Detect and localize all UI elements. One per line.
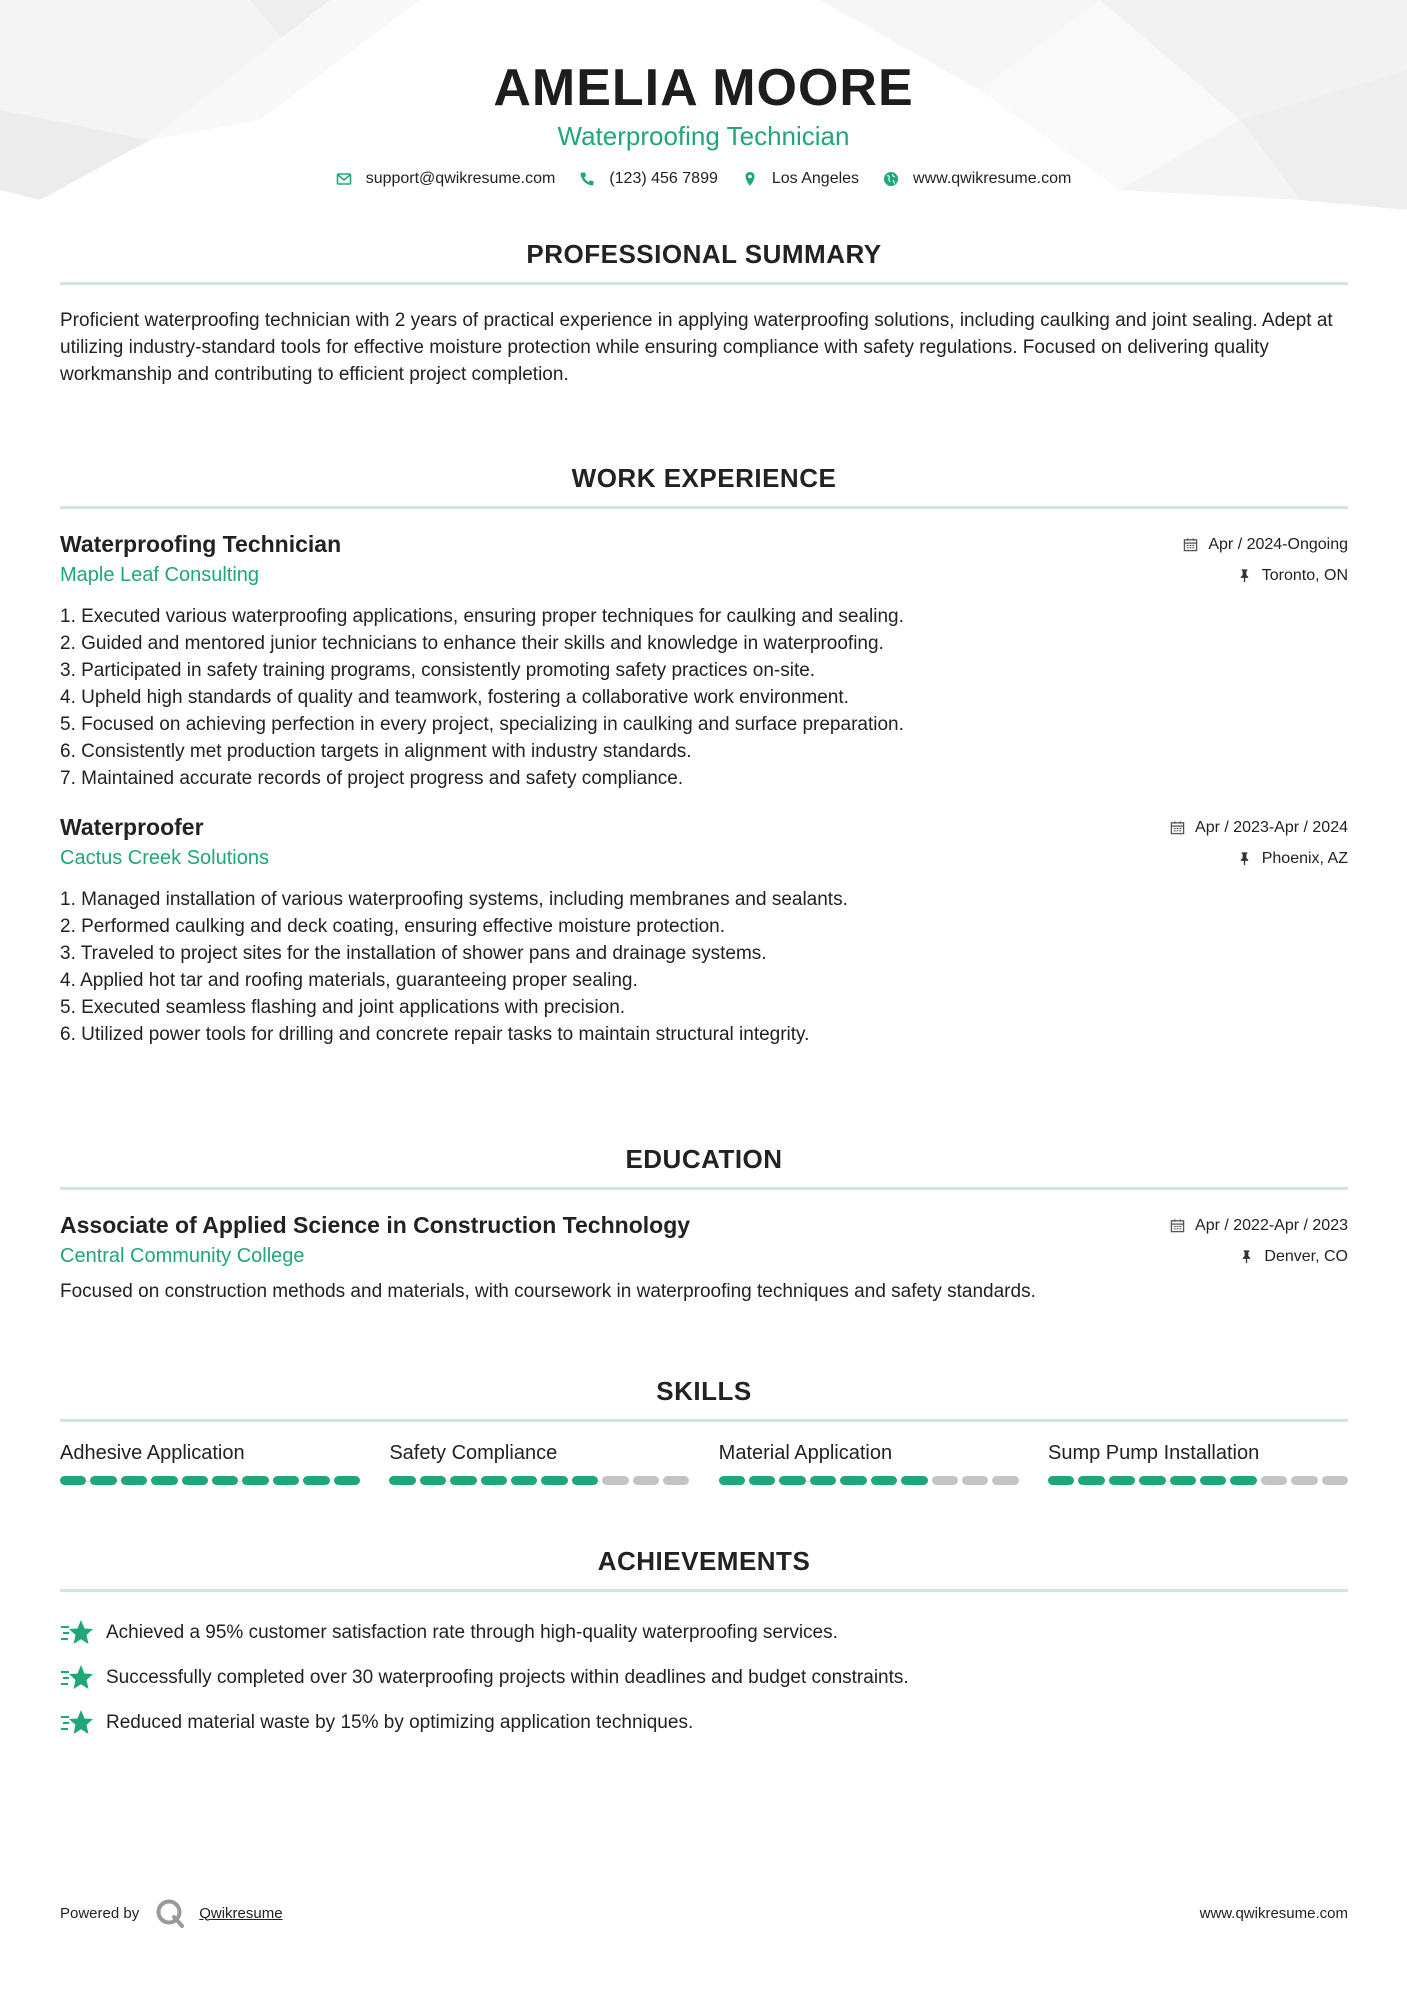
skill-level-segment — [602, 1476, 628, 1485]
skill-level-segment — [1200, 1476, 1226, 1485]
list-item — [60, 1610, 1348, 1655]
skill-level-segment — [749, 1476, 775, 1485]
section-divider — [60, 282, 1348, 285]
skills-heading: SKILLS — [656, 1376, 752, 1406]
achievements-section — [60, 1545, 1348, 1745]
skill-level-segment — [992, 1476, 1018, 1485]
job-header-row — [60, 531, 1348, 558]
list-item — [60, 1655, 1348, 1700]
skill-level-segment — [1261, 1476, 1287, 1485]
education-header-row — [60, 1212, 1348, 1239]
skill-level-segment — [182, 1476, 208, 1485]
list-item: 7. Maintained accurate records of project progress and safety compliance. — [60, 768, 684, 789]
contact-website[interactable] — [883, 170, 1071, 188]
skill-level-segment — [901, 1476, 927, 1485]
list-item: 6. Consistently met production targets in alignment with industry standards. — [60, 741, 692, 762]
skill-level-segment — [1109, 1476, 1135, 1485]
skill-level-segment — [1078, 1476, 1104, 1485]
section-divider — [60, 1187, 1348, 1190]
section-divider — [60, 506, 1348, 509]
education-section — [60, 1143, 1348, 1305]
contact-location — [742, 170, 859, 188]
experience-section — [60, 462, 1348, 1048]
skill-level-segment — [151, 1476, 177, 1485]
job-subheader-row — [60, 564, 1348, 587]
education-location-text: Denver, CO — [1264, 1247, 1348, 1265]
skill-level-segment — [1230, 1476, 1256, 1485]
skill-level-segment — [810, 1476, 836, 1485]
job-subheader-row — [60, 847, 1348, 870]
job-company: Maple Leaf Consulting — [60, 564, 260, 586]
job-duties-list — [60, 886, 1348, 1048]
pushpin-icon — [1237, 851, 1252, 866]
skill-level-segment — [212, 1476, 238, 1485]
pushpin-icon — [1237, 568, 1252, 583]
envelope-icon — [336, 171, 352, 187]
list-item: 3. Participated in safety training programs, consistently promoting safety practices on-site. — [60, 660, 816, 681]
map-pin-icon — [742, 171, 758, 187]
education-description: Focused on construction methods and materials, with coursework in waterproofing techniques and safety standards. — [60, 1281, 1036, 1302]
job-company: Cactus Creek Solutions — [60, 847, 269, 869]
summary-text: Proficient waterproofing technician with 2 years of practical experience in applying waterproofing solutions, including caulking and joint sealing. Adept at utilizing industry-standard tools for effective moisture protection while ensuring compliance with safety regulations. Focused on delivering quality workmanship and contributing to efficient project completion. — [60, 310, 1333, 385]
job-location-text: Toronto, ON — [1261, 566, 1348, 584]
job-dates — [1183, 536, 1348, 554]
job-entry — [60, 531, 1348, 792]
list-item: 5. Executed seamless flashing and joint applications with precision. — [60, 997, 626, 1018]
skill-name: Material Application — [718, 1442, 893, 1464]
skill-level-segment — [121, 1476, 147, 1485]
education-school: Central Community College — [60, 1245, 305, 1267]
list-item: 2. Guided and mentored junior technicians to enhance their skills and knowledge in waterproofing. — [60, 633, 884, 654]
skill-level-bar — [1048, 1476, 1348, 1485]
achievements-list — [60, 1610, 1348, 1745]
job-location — [1237, 850, 1348, 868]
achievements-heading: ACHIEVEMENTS — [597, 1546, 811, 1576]
powered-by — [60, 1898, 283, 1928]
skill-level-segment — [719, 1476, 745, 1485]
education-degree: Associate of Applied Science in Construction Technology — [60, 1212, 691, 1238]
contact-phone-text: (123) 456 7899 — [609, 170, 718, 187]
job-header-row — [60, 814, 1348, 841]
education-entry — [60, 1212, 1348, 1305]
calendar-icon — [1170, 1218, 1185, 1233]
job-entry — [60, 814, 1348, 1048]
star-icon — [60, 1663, 94, 1693]
star-icon — [60, 1708, 94, 1738]
skill-level-segment — [1048, 1476, 1074, 1485]
list-item: 6. Utilized power tools for drilling and concrete repair tasks to maintain structural integrity. — [60, 1024, 810, 1045]
skills-grid — [60, 1440, 1348, 1485]
skill-level-segment — [932, 1476, 958, 1485]
star-icon — [60, 1618, 94, 1648]
job-role: Waterproofer — [60, 814, 204, 840]
list-item: 4. Upheld high standards of quality and teamwork, fostering a collaborative work environment. — [60, 687, 849, 708]
skill-level-segment — [572, 1476, 598, 1485]
footer-website[interactable]: www.qwikresume.com — [1199, 1904, 1348, 1922]
education-location — [1239, 1248, 1348, 1266]
skill-level-segment — [481, 1476, 507, 1485]
phone-icon — [579, 171, 595, 187]
achievement-text: Successfully completed over 30 waterproofing projects within deadlines and budget constraints. — [106, 1666, 909, 1688]
resume-header — [0, 0, 1407, 188]
education-heading: EDUCATION — [625, 1144, 783, 1174]
skill-level-segment — [541, 1476, 567, 1485]
list-item: 4. Applied hot tar and roofing materials, guaranteeing proper sealing. — [60, 970, 638, 991]
skill-level-segment — [60, 1476, 86, 1485]
calendar-icon — [1183, 537, 1198, 552]
skill-item — [389, 1440, 689, 1485]
section-divider — [60, 1589, 1348, 1592]
skill-name: Sump Pump Installation — [1047, 1442, 1260, 1464]
skill-level-segment — [273, 1476, 299, 1485]
job-role: Waterproofing Technician — [60, 531, 342, 557]
education-dates-text: Apr / 2022-Apr / 2023 — [1195, 1216, 1348, 1234]
experience-heading: WORK EXPERIENCE — [571, 463, 837, 493]
contact-email-text: support@qwikresume.com — [365, 170, 556, 187]
contact-website-text: www.qwikresume.com — [913, 170, 1072, 187]
skill-level-segment — [779, 1476, 805, 1485]
summary-heading: PROFESSIONAL SUMMARY — [526, 239, 882, 269]
skill-level-segment — [420, 1476, 446, 1485]
skill-level-segment — [511, 1476, 537, 1485]
skill-level-segment — [389, 1476, 415, 1485]
candidate-name: AMELIA MOORE — [493, 59, 914, 117]
summary-section — [60, 238, 1348, 388]
contact-email[interactable] — [336, 170, 556, 188]
job-dates-text: Apr / 2023-Apr / 2024 — [1195, 818, 1348, 836]
job-duties-list — [60, 603, 1348, 792]
skill-item — [719, 1440, 1019, 1485]
page-footer — [60, 1898, 1348, 1928]
skill-level-segment — [303, 1476, 329, 1485]
list-item: 3. Traveled to project sites for the installation of shower pans and drainage systems. — [60, 943, 767, 964]
calendar-icon — [1170, 820, 1185, 835]
list-item: 2. Performed caulking and deck coating, ensuring effective moisture protection. — [60, 916, 726, 937]
contact-location-text: Los Angeles — [771, 170, 860, 187]
skill-level-bar — [719, 1476, 1019, 1485]
globe-icon — [883, 171, 899, 187]
achievement-text: Achieved a 95% customer satisfaction rate through high-quality waterproofing services. — [106, 1621, 838, 1643]
job-location — [1237, 567, 1348, 585]
skill-level-bar — [389, 1476, 689, 1485]
contact-bar — [0, 170, 1407, 188]
skill-level-segment — [450, 1476, 476, 1485]
list-item: 5. Focused on achieving perfection in every project, specializing in caulking and surface preparation. — [60, 714, 904, 735]
list-item: 1. Managed installation of various waterproofing systems, including membranes and sealants. — [60, 889, 848, 910]
skill-level-segment — [633, 1476, 659, 1485]
skill-level-segment — [962, 1476, 988, 1485]
skill-level-segment — [1291, 1476, 1317, 1485]
education-subheader-row — [60, 1245, 1348, 1268]
list-item — [60, 1700, 1348, 1745]
pushpin-icon — [1239, 1249, 1254, 1264]
powered-by-label: Powered by — [60, 1904, 140, 1922]
job-location-text: Phoenix, AZ — [1261, 849, 1348, 867]
list-item: 1. Executed various waterproofing applications, ensuring proper techniques for caulking and sealing. — [60, 606, 904, 627]
skill-name: Adhesive Application — [60, 1442, 245, 1464]
job-dates — [1170, 819, 1348, 837]
skill-level-bar — [60, 1476, 360, 1485]
skill-level-segment — [840, 1476, 866, 1485]
education-dates — [1170, 1217, 1348, 1235]
skill-level-segment — [1139, 1476, 1165, 1485]
job-dates-text: Apr / 2024-Ongoing — [1208, 535, 1348, 553]
contact-phone[interactable] — [579, 170, 718, 188]
skill-level-segment — [90, 1476, 116, 1485]
skill-level-segment — [663, 1476, 689, 1485]
section-divider — [60, 1419, 1348, 1422]
skills-section — [60, 1375, 1348, 1485]
skill-level-segment — [1170, 1476, 1196, 1485]
skill-level-segment — [1322, 1476, 1348, 1485]
qwikresume-logo-icon — [155, 1898, 185, 1928]
skill-item — [60, 1440, 360, 1485]
achievement-text: Reduced material waste by 15% by optimizing application techniques. — [106, 1711, 694, 1733]
qwikresume-link[interactable]: Qwikresume — [199, 1904, 283, 1922]
skill-name: Safety Compliance — [389, 1442, 558, 1464]
skill-level-segment — [242, 1476, 268, 1485]
skill-level-segment — [334, 1476, 360, 1485]
skill-level-segment — [871, 1476, 897, 1485]
candidate-title: Waterproofing Technician — [557, 121, 850, 151]
skill-item — [1048, 1440, 1348, 1485]
